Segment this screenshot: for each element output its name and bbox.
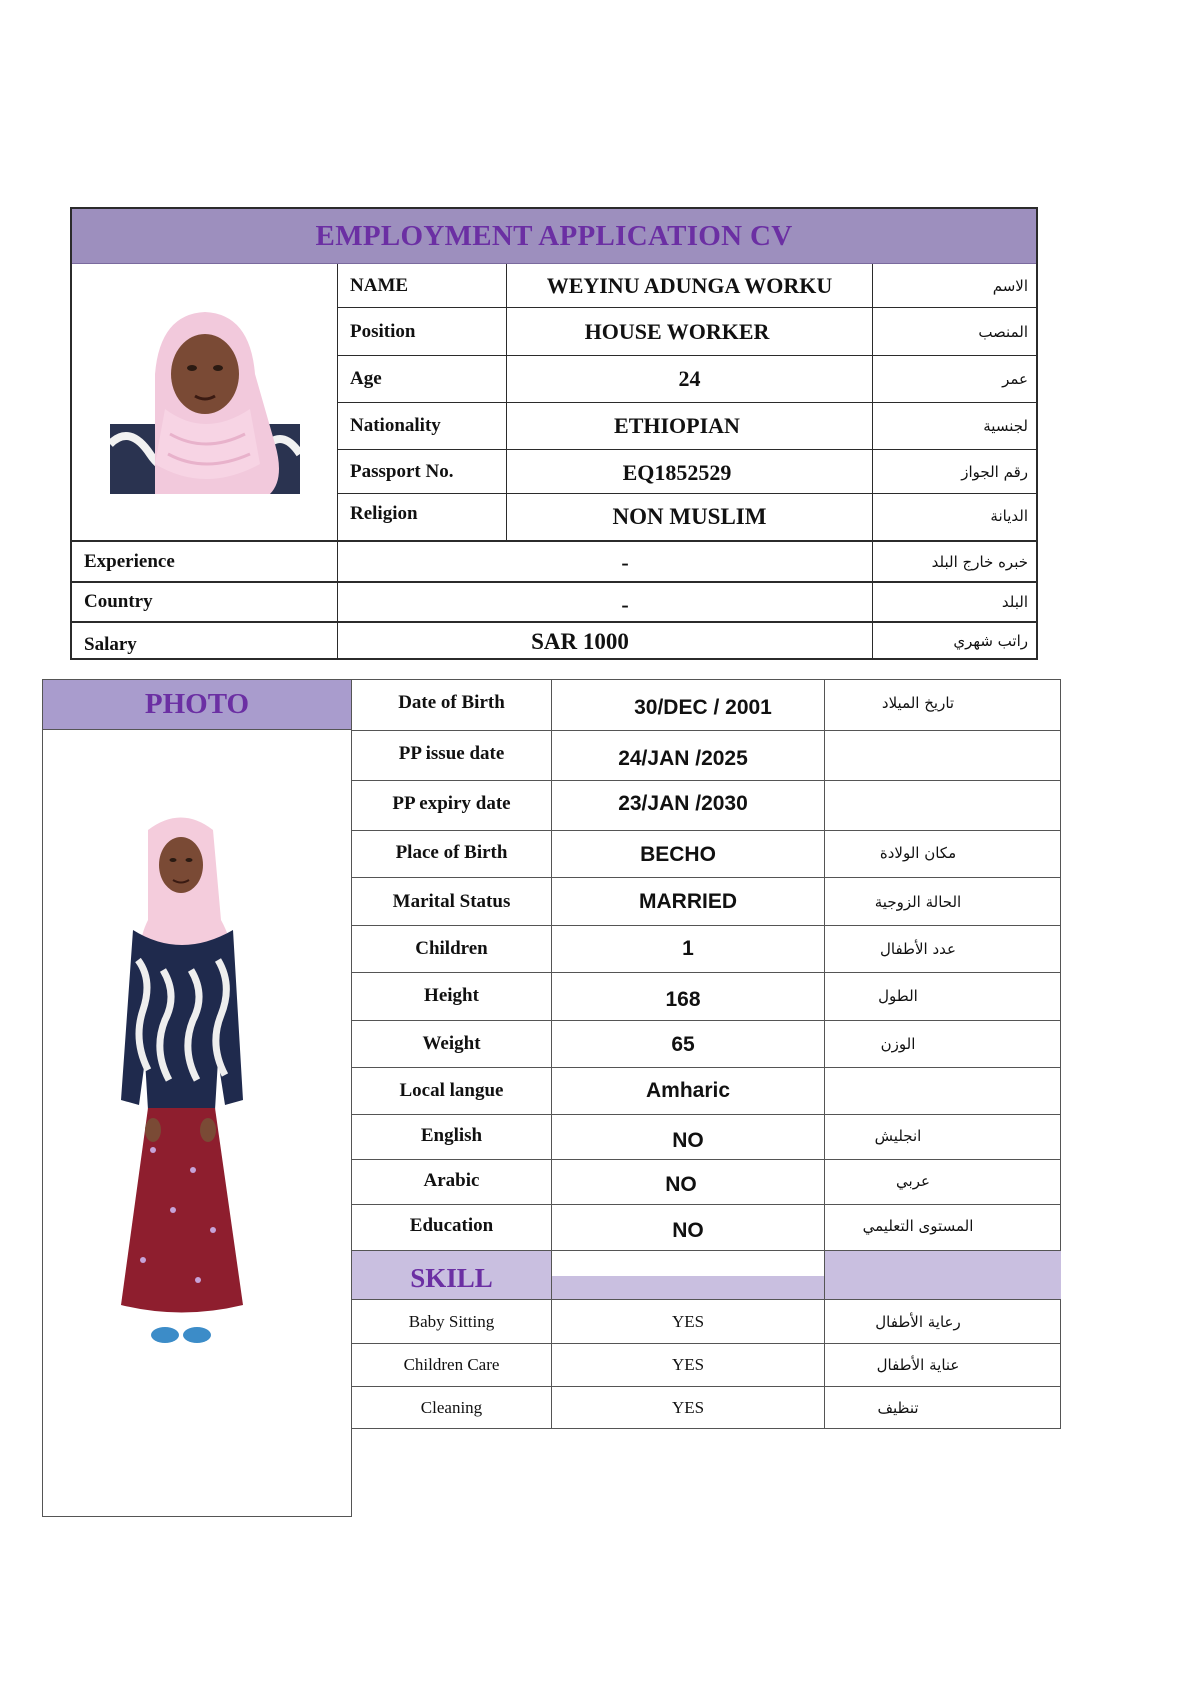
details-table bbox=[351, 679, 1061, 1429]
marital-status-value: MARRIED bbox=[639, 889, 737, 913]
dob-arabic-label: تاريخ الميلاد bbox=[881, 693, 955, 712]
weight-value: 65 bbox=[671, 1033, 695, 1056]
place-of-birth-arabic-label: مكان الولادة bbox=[879, 844, 957, 862]
portrait-photo bbox=[110, 304, 300, 494]
marital-status-arabic-label: الحالة الزوجية bbox=[874, 892, 962, 911]
salary-arabic-label: راتب شهري bbox=[953, 631, 1028, 650]
education-label: Education bbox=[409, 1215, 494, 1236]
name-value: WEYINU ADUNGA WORKU bbox=[546, 273, 833, 298]
arabic-arabic-label: عربي bbox=[896, 1172, 930, 1190]
position-value: HOUSE WORKER bbox=[584, 318, 770, 344]
skill-arabic-children-care: عناية الأطفال bbox=[876, 1356, 960, 1374]
applicant-summary-table bbox=[70, 207, 1038, 660]
skill-arabic-cleaning: تنظيف bbox=[877, 1398, 919, 1417]
full-body-photo bbox=[103, 810, 263, 1350]
english-value: NO bbox=[672, 1129, 704, 1152]
salary-value: SAR 1000 bbox=[531, 628, 629, 654]
experience-value: - bbox=[621, 549, 629, 575]
arabic-label: Arabic bbox=[423, 1170, 480, 1191]
religion-value: NON MUSLIM bbox=[612, 504, 767, 529]
cv-title: EMPLOYMENT APPLICATION CV bbox=[315, 219, 793, 252]
children-arabic-label: عدد الأطفال bbox=[880, 940, 956, 958]
salary-label: Salary bbox=[84, 633, 137, 655]
place-of-birth-label: Place of Birth bbox=[395, 842, 508, 863]
weight-label: Weight bbox=[422, 1032, 481, 1054]
education-arabic-label: المستوى التعليمي bbox=[862, 1217, 974, 1235]
position-arabic-label: المنصب bbox=[978, 322, 1028, 341]
nationality-label: Nationality bbox=[350, 415, 441, 436]
local-language-label: Local langue bbox=[399, 1080, 504, 1101]
religion-arabic-label: الديانة bbox=[990, 507, 1028, 525]
pp-issue-label: PP issue date bbox=[398, 742, 505, 764]
weight-arabic-label: الوزن bbox=[880, 1034, 916, 1053]
age-arabic-label: عمر bbox=[1002, 370, 1028, 388]
local-language-value: Amharic bbox=[645, 1079, 731, 1102]
skill-value-baby-sitting: YES bbox=[671, 1311, 705, 1331]
passport-value: EQ1852529 bbox=[622, 460, 732, 485]
skill-title: SKILL bbox=[410, 1262, 493, 1293]
full-photo-panel bbox=[42, 679, 352, 1517]
height-value: 168 bbox=[665, 988, 701, 1011]
age-value: 24 bbox=[678, 366, 701, 391]
position-label: Position bbox=[350, 320, 416, 342]
skill-label-baby-sitting: Baby Sitting bbox=[408, 1311, 495, 1331]
pp-issue-value: 24/JAN /2025 bbox=[618, 747, 748, 770]
religion-label: Religion bbox=[350, 503, 418, 524]
photo-title: PHOTO bbox=[144, 688, 250, 720]
experience-label: Experience bbox=[84, 550, 175, 572]
height-arabic-label: الطول bbox=[878, 986, 918, 1005]
name-arabic-label: الاسم bbox=[992, 277, 1028, 295]
nationality-arabic-label: لجنسية bbox=[983, 417, 1028, 435]
passport-arabic-label: رقم الجواز bbox=[961, 462, 1028, 481]
dob-label: Date of Birth bbox=[398, 691, 505, 713]
name-label: NAME bbox=[350, 275, 409, 296]
pp-expiry-label: PP expiry date bbox=[392, 792, 511, 814]
english-arabic-label: انجليش bbox=[874, 1127, 922, 1145]
children-value: 1 bbox=[682, 937, 694, 960]
photo-header bbox=[43, 680, 351, 730]
arabic-value: NO bbox=[665, 1173, 697, 1196]
skill-value-children-care: YES bbox=[671, 1355, 705, 1374]
pp-expiry-value: 23/JAN /2030 bbox=[618, 792, 748, 815]
age-label: Age bbox=[350, 368, 382, 389]
country-label: Country bbox=[84, 591, 153, 612]
education-value: NO bbox=[672, 1219, 704, 1242]
skill-label-children-care: Children Care bbox=[403, 1355, 500, 1374]
english-label: English bbox=[420, 1125, 483, 1146]
skill-label-cleaning: Cleaning bbox=[420, 1397, 483, 1417]
experience-arabic-label: خبره خارج البلد bbox=[931, 552, 1028, 571]
height-label: Height bbox=[424, 984, 479, 1006]
skill-value-cleaning: YES bbox=[671, 1397, 705, 1417]
nationality-value: ETHIOPIAN bbox=[614, 413, 740, 438]
skill-arabic-baby-sitting: رعاية الأطفال bbox=[875, 1312, 961, 1331]
country-value: - bbox=[621, 592, 629, 617]
cv-title-bar bbox=[72, 209, 1036, 264]
marital-status-label: Marital Status bbox=[392, 890, 511, 912]
country-arabic-label: البلد bbox=[1001, 593, 1028, 611]
place-of-birth-value: BECHO bbox=[640, 843, 716, 866]
children-label: Children bbox=[415, 938, 488, 959]
passport-label: Passport No. bbox=[350, 460, 454, 482]
dob-value: 30/DEC / 2001 bbox=[634, 696, 772, 719]
